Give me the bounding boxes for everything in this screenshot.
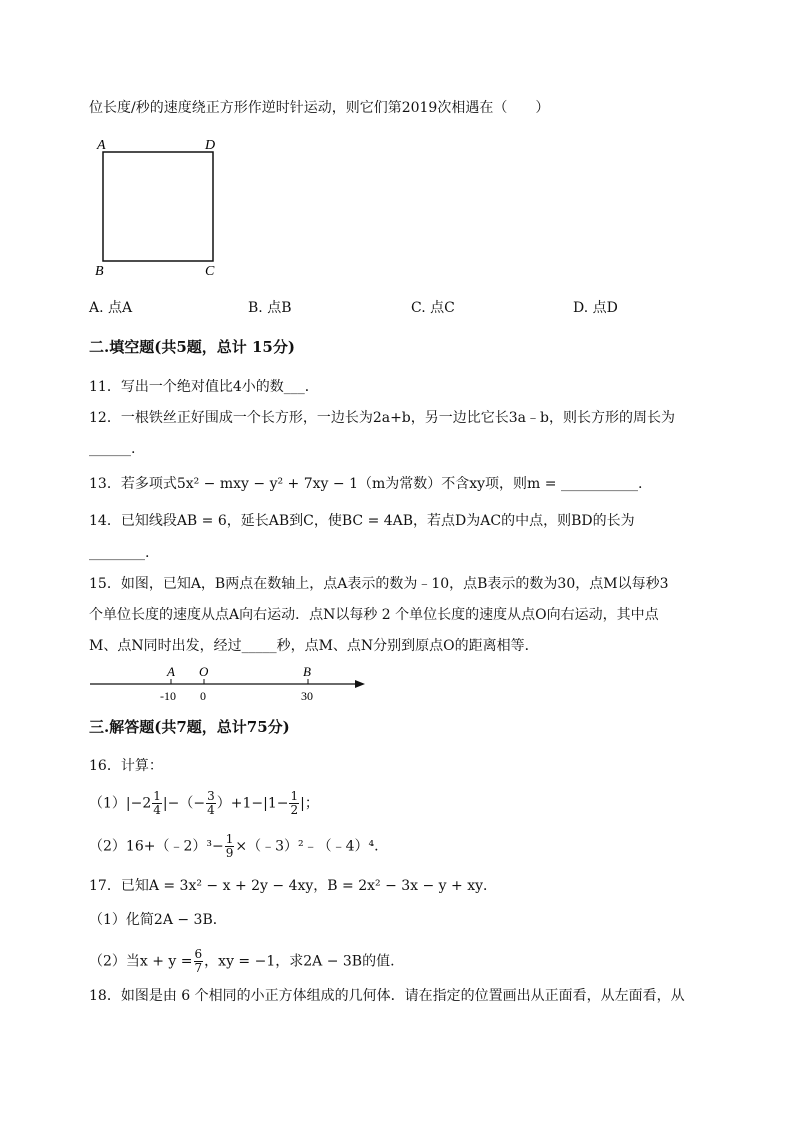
option-b: B. 点B — [248, 300, 292, 316]
point-label-b: B — [303, 664, 311, 679]
frac-num: 1 — [225, 832, 234, 846]
tick-label-a: -10 — [160, 689, 176, 703]
corner-label-d: D — [205, 138, 216, 153]
q17-line2: （1）化简2A − 3B． — [89, 912, 227, 928]
point-label-a: A — [167, 664, 175, 679]
fraction-6-7 — [194, 948, 204, 975]
frac-den: 4 — [153, 803, 161, 817]
section-2-heading: 二.填空题(共5题，总计 15分) — [89, 338, 295, 356]
section-3-heading: 三.解答题(共7题，总计75分) — [89, 718, 290, 736]
frac-den: 9 — [225, 846, 234, 860]
q15-line2: 个单位长度的速度从点A向右运动．点N以每秒 2 个单位长度的速度从点O向右运动，其中点 — [89, 607, 659, 623]
q17-line3 — [89, 948, 395, 975]
frac-num: 1 — [290, 789, 299, 803]
frac-num: 3 — [207, 789, 215, 803]
q10-tail: 位长度/秒的速度绕正方形作逆时针运动，则它们第2019次相遇在（ ） — [89, 100, 550, 116]
point-label-o: O — [199, 664, 209, 679]
fraction-3-4 — [206, 790, 216, 817]
tick-label-b: 30 — [301, 689, 313, 703]
frac-den: 2 — [290, 803, 299, 817]
q16-part1 — [89, 790, 319, 817]
q17-l3-a: （2）当x + y = — [89, 953, 193, 970]
option-a: A. 点A — [89, 300, 133, 316]
frac-num: 6 — [194, 947, 203, 961]
q16-part2 — [89, 833, 379, 860]
q16-p1-d: |； — [300, 795, 319, 812]
q12-line2: ______. — [89, 441, 136, 457]
option-d: D. 点D — [573, 300, 618, 316]
q14-line2: ________. — [89, 545, 150, 561]
frac-den: 4 — [207, 803, 215, 817]
q12-line1: 12．一根铁丝正好围成一个长方形，一边长为2a+b，另一边比它长3a﹣b，则长方形的周长为 — [89, 410, 675, 426]
option-c: C. 点C — [411, 300, 455, 316]
q13-text: 13．若多项式5x² − mxy − y² + 7xy − 1（m为常数）不含xy项，则m = ___________. — [89, 476, 643, 492]
q14-line1: 14．已知线段AB = 6，延长AB到C，使BC = 4AB，若点D为AC的中点，则BD的长为 — [89, 513, 635, 529]
q18-text: 18．如图是由 6 个相同的小正方体组成的几何体．请在指定的位置画出从正面看，从左面看，从 — [89, 988, 685, 1004]
number-line-figure — [85, 660, 375, 705]
q11-text: 11．写出一个绝对值比4小的数___． — [89, 379, 319, 395]
square-figure — [85, 134, 225, 279]
q16-p2-a: （2）16+（﹣2）³− — [89, 838, 224, 855]
corner-label-b: B — [95, 264, 104, 279]
corner-label-a: A — [97, 138, 106, 153]
square-shape — [103, 152, 213, 261]
q17-line1: 17．已知A = 3x² − x + 2y − 4xy，B = 2x² − 3x − y + xy． — [89, 878, 498, 894]
q17-l3-b: ，xy = −1，求2A − 3B的值. — [204, 953, 395, 970]
q15-line3: M、点N同时出发，经过_____秒，点M、点N分别到原点O的距离相等． — [89, 638, 539, 654]
q16-p2-b: ×（﹣3）²﹣（﹣4）⁴. — [235, 838, 379, 855]
q15-line1: 15．如图，已知A，B两点在数轴上，点A表示的数为﹣10，点B表示的数为30，点M以每秒3 — [89, 576, 669, 592]
fraction-1-4 — [152, 790, 162, 817]
tick-label-o: 0 — [200, 689, 206, 703]
fraction-1-2 — [289, 790, 299, 817]
q16-p1-a: （1）|−2 — [89, 795, 152, 812]
fraction-1-9 — [225, 833, 235, 860]
number-line-arrow — [355, 680, 365, 688]
q16-p1-c: ）+1−|1− — [216, 795, 289, 812]
frac-den: 7 — [194, 961, 203, 975]
frac-num: 1 — [153, 789, 161, 803]
corner-label-c: C — [205, 264, 215, 279]
q16-title: 16．计算： — [89, 758, 163, 774]
q16-p1-b: |−（− — [162, 795, 206, 812]
